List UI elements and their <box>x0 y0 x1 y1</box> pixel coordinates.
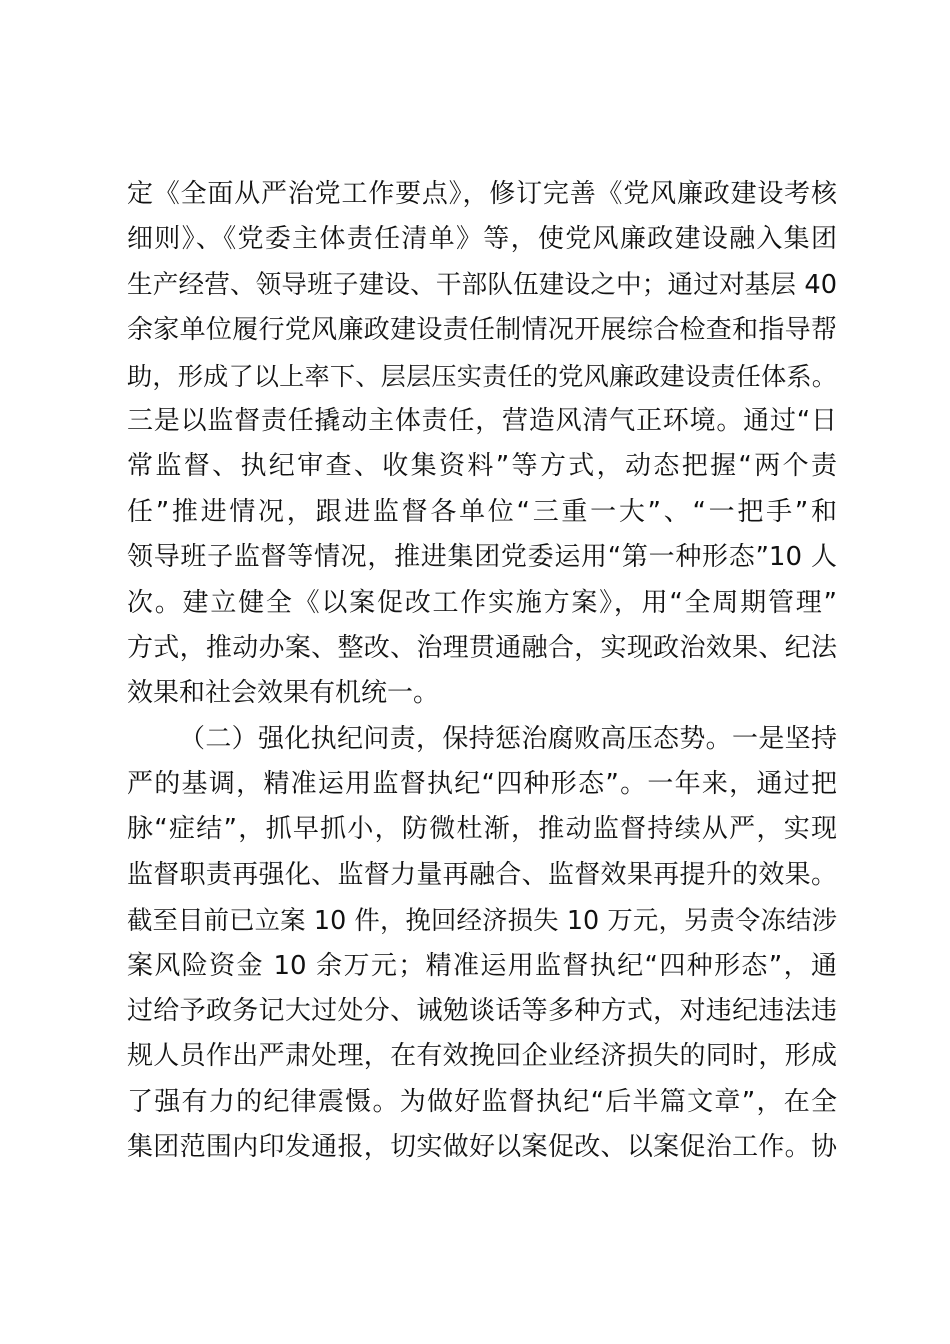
text-line: 次。建立健全《以案促改工作实施方案》，用“全周期管理” <box>127 587 837 618</box>
text-line: 三是以监督责任撬动主体责任，营造风清气正环境。通过“日 <box>127 405 837 436</box>
text-line: 集团范围内印发通报，切实做好以案促改、以案促治工作。协 <box>127 1132 837 1163</box>
text-line: 脉“症结”，抓早抓小，防微杜渐，推动监督持续从严，实现 <box>127 814 837 845</box>
text-line: 定《全面从严治党工作要点》，修订完善《党风廉政建设考核 <box>127 179 837 209</box>
body-text <box>127 172 837 1171</box>
text-line: 任”推进情况，跟进监督各单位“三重一大”、“一把手”和 <box>127 496 837 527</box>
text-line: 过给予政务记大过处分、诫勉谈话等多种方式，对违纪违法违 <box>127 996 837 1027</box>
text-line: 了强有力的纪律震慑。为做好监督执纪“后半篇文章”，在全 <box>127 1086 837 1117</box>
text-line: 案风险资金 10 余万元；精准运用监督执纪“四种形态”，通 <box>127 950 837 981</box>
text-line: 细则》、《党委主体责任清单》等，使党风廉政建设融入集团 <box>127 224 837 255</box>
text-line: 效果和社会效果有机统一。 <box>127 678 440 709</box>
text-line: 领导班子监督等情况，推进集团党委运用“第一种形态”10 人 <box>127 542 837 573</box>
text-line: 规人员作出严肃处理，在有效挽回企业经济损失的同时，形成 <box>127 1041 837 1072</box>
text-line: 截至目前已立案 10 件，挽回经济损失 10 万元，另责令冻结涉 <box>127 905 837 936</box>
text-line: 余家单位履行党风廉政建设责任制情况开展综合检查和指导帮 <box>127 315 837 346</box>
text-line: 严的基调，精准运用监督执纪“四种形态”。一年来，通过把 <box>127 769 837 800</box>
text-line: 助，形成了以上率下、层层压实责任的党风廉政建设责任体系。 <box>127 361 837 391</box>
text-line: 方式，推动办案、整改、治理贯通融合，实现政治效果、纪法 <box>127 632 837 663</box>
text-line: 监督职责再强化、监督力量再融合、监督效果再提升的效果。 <box>127 859 837 890</box>
section-heading-line: （二）强化执纪问责，保持惩治腐败高压态势。一是坚持 <box>179 723 837 754</box>
text-line: 常监督、执纪审查、收集资料”等方式，动态把握“两个责 <box>127 451 837 482</box>
text-line: 生产经营、领导班子建设、干部队伍建设之中；通过对基层 40 <box>127 269 837 300</box>
